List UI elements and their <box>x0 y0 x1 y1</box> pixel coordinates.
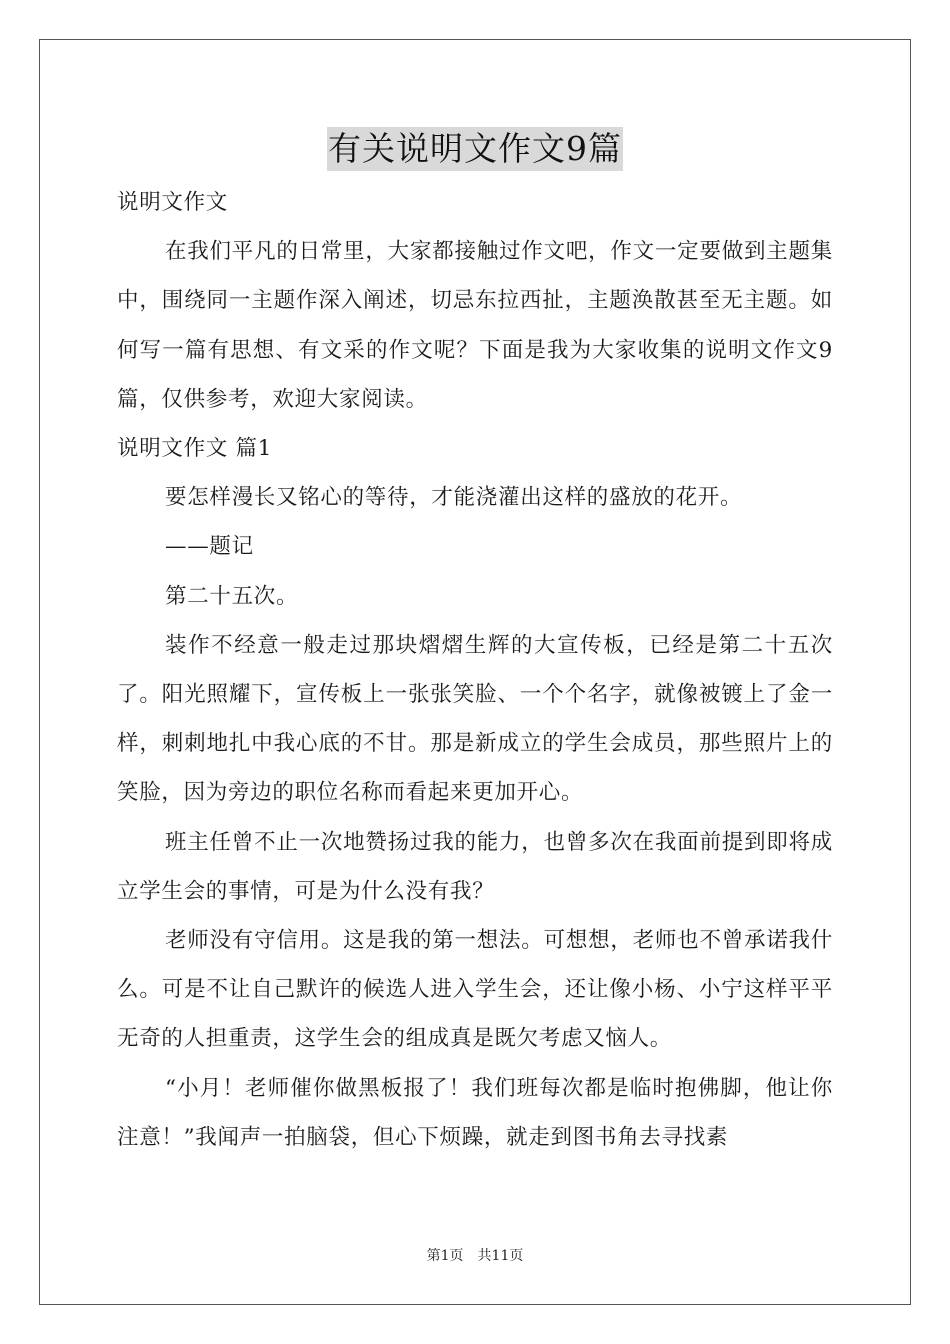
section-heading: 说明文作文 <box>117 190 229 215</box>
page-footer <box>0 1246 950 1266</box>
page-total: 共11页 <box>477 1248 524 1264</box>
title-container <box>0 127 950 171</box>
body-paragraph: 在我们平凡的日常里，大家都接触过作文吧，作文一定要做到主题集中，围绕同一主题作深入阐述，切忌东拉西扯，主题涣散甚至无主题。如何写一篇有思想、有文采的作文呢？下面是我为大家收集的说明文作文9篇，仅供参考，欢迎大家阅读。 <box>117 239 833 412</box>
body-paragraph: ——题记 <box>165 534 254 560</box>
body-paragraph: 第二十五次。 <box>165 583 299 609</box>
page-number: 第1页 <box>426 1248 464 1264</box>
body-paragraph: 要怎样漫长又铭心的等待，才能浇灌出这样的盛放的花开。 <box>165 485 743 511</box>
section-heading: 说明文作文 篇1 <box>117 436 273 462</box>
document-body <box>117 178 833 1162</box>
body-paragraph: “小月！老师催你做黑板报了！我们班每次都是临时抱佛脚，他让你注意！”我闻声一拍脑袋，但心下烦躁，就走到图书角去寻找素 <box>117 1075 833 1150</box>
body-paragraph: 装作不经意一般走过那块熠熠生辉的大宣传板，已经是第二十五次了。阳光照耀下，宣传板上一张张笑脸、一个个名字，就像被镀上了金一样，刺刺地扎中我心底的不甘。那是新成立的学生会成员，那些照片上的笑脸，因为旁边的职位名称而看起来更加开心。 <box>117 632 833 806</box>
body-paragraph: 班主任曾不止一次地赞扬过我的能力，也曾多次在我面前提到即将成立学生会的事情，可是为什么没有我？ <box>117 829 833 904</box>
document-title: 有关说明文作文9篇 <box>327 127 623 171</box>
body-paragraph: 老师没有守信用。这是我的第一想法。可想想，老师也不曾承诺我什么。可是不让自己默许的候选人进入学生会，还让像小杨、小宁这样平平无奇的人担重责，这学生会的组成真是既欠考虑又恼人。 <box>117 928 833 1052</box>
